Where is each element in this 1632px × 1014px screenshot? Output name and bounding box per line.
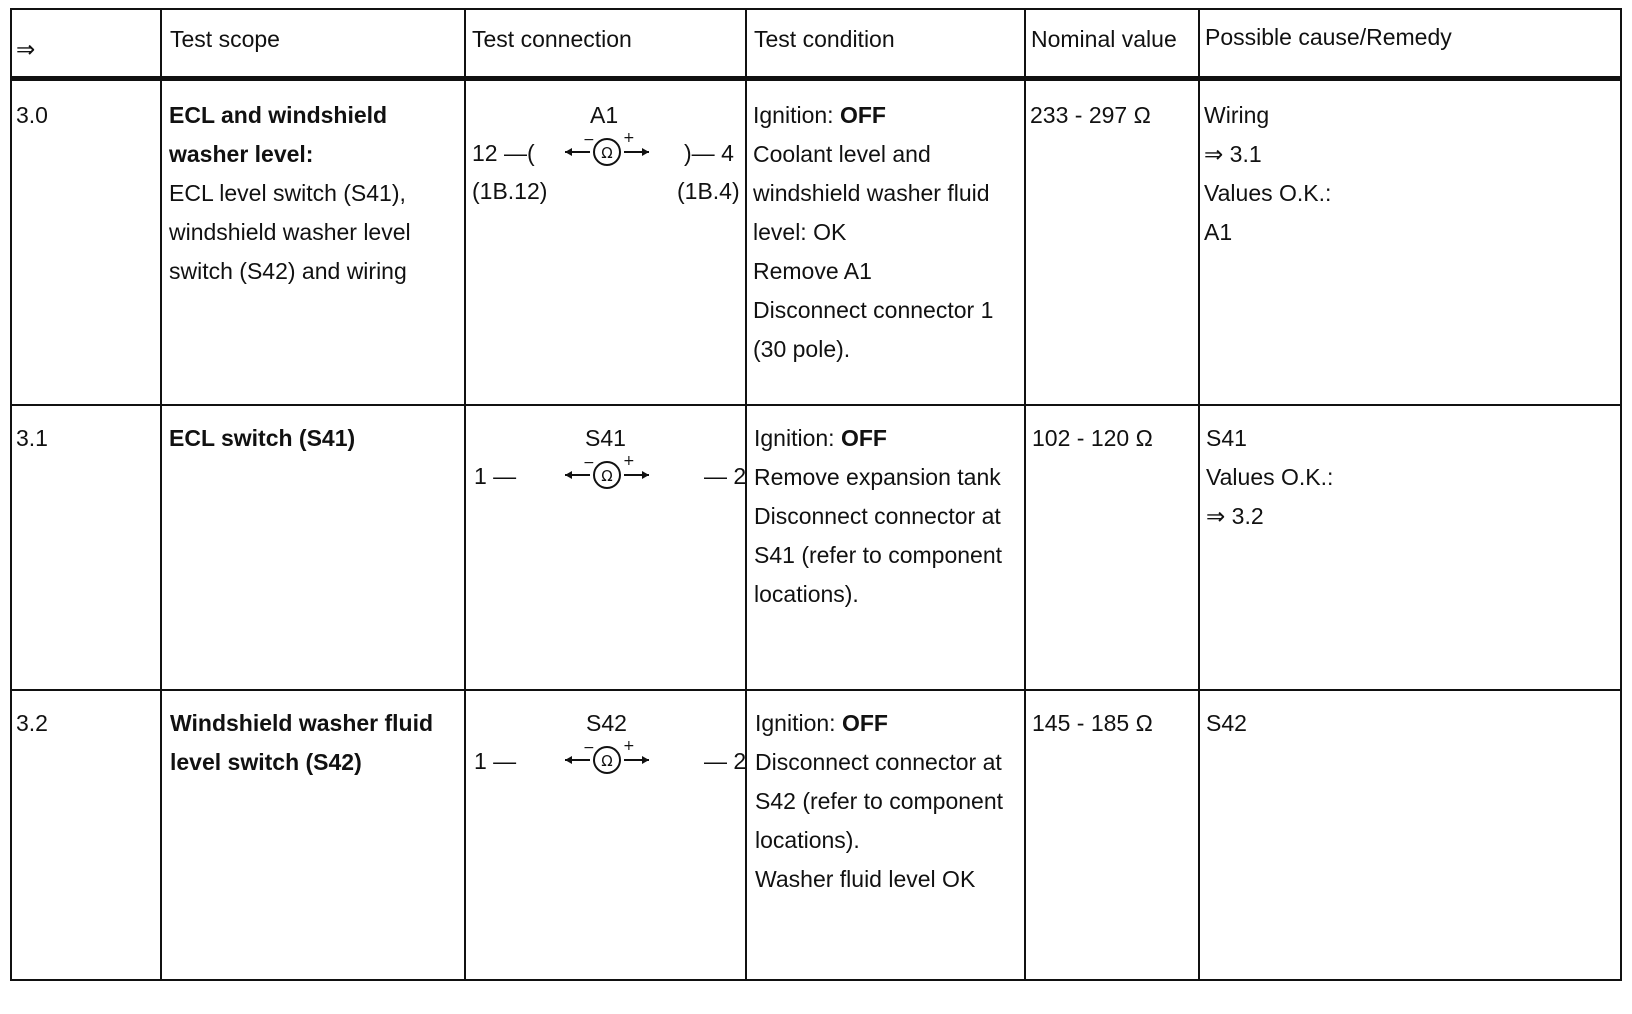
svg-text:+: + (623, 455, 635, 469)
condition-ignition-state: OFF (840, 425, 887, 451)
test-table (10, 8, 1622, 981)
svg-text:−: − (583, 132, 595, 148)
column-divider (1024, 10, 1026, 979)
row-nominal: 145 - 185 Ω (1032, 710, 1153, 736)
row-nominal: 233 - 297 Ω (1030, 102, 1151, 128)
scope-text: ECL level switch (S41), windshield washer level switch (S42) and wiring (169, 180, 411, 284)
condition-prefix: Ignition: (755, 710, 842, 736)
ohmmeter-icon (557, 455, 657, 495)
row-step: 3.1 (16, 425, 48, 451)
row-scope (169, 96, 459, 291)
condition-ignition-state: OFF (839, 102, 886, 128)
row-condition (754, 419, 1022, 614)
row-remedy: Wiring ⇒ 3.1 Values O.K.: A1 (1204, 102, 1332, 245)
pin-left-label: 1 (474, 463, 487, 489)
scope-title: ECL switch (S41) (169, 425, 356, 451)
ohmmeter-icon (557, 132, 657, 172)
column-divider (464, 10, 466, 979)
ohmmeter-icon (557, 740, 657, 780)
pin-right: — 2 (704, 463, 747, 489)
pin-right: )— 4 (684, 140, 734, 166)
svg-text:−: − (583, 740, 595, 756)
pin-right-label: 4 (721, 140, 734, 166)
condition-prefix: Ignition: (753, 102, 840, 128)
row-divider (12, 404, 1620, 406)
header-remedy: Possible cause/Remedy (1205, 24, 1452, 50)
condition-ignition-state: OFF (841, 710, 888, 736)
row-remedy: S41 Values O.K.: ⇒ 3.2 (1206, 425, 1334, 529)
svg-text:−: − (583, 455, 595, 471)
component-label: A1 (590, 102, 619, 128)
row-remedy: S42 (1206, 710, 1247, 736)
header-divider (12, 76, 1620, 81)
column-divider (160, 10, 162, 979)
row-divider (12, 689, 1620, 691)
pin-left: 1 — (474, 748, 517, 774)
pin-right-label: 2 (733, 748, 747, 774)
header-nominal-value: Nominal value (1031, 26, 1177, 52)
pin-right-label: 2 (733, 463, 747, 489)
row-nominal: 102 - 120 Ω (1032, 425, 1153, 451)
header-test-connection: Test connection (472, 26, 632, 52)
row-step: 3.0 (16, 102, 48, 128)
row-condition (753, 96, 1021, 369)
svg-text:+: + (623, 132, 635, 146)
condition-prefix: Ignition: (754, 425, 841, 451)
pin-left-label: 12 (472, 140, 498, 166)
pin-right-sub: (1B.4) (677, 178, 740, 204)
component-label: S42 (586, 710, 627, 736)
pin-left: 12 —( (472, 140, 535, 166)
header-arrow: ⇒ (16, 36, 36, 62)
condition-text: Remove expansion tank Disconnect connector at S41 (refer to component locations). (754, 464, 1003, 607)
pin-right: — 2 (704, 748, 747, 774)
header-test-scope: Test scope (170, 26, 280, 52)
scope-title: ECL and windshield washer level: (169, 102, 388, 167)
pin-left-sub: (1B.12) (472, 178, 548, 204)
condition-text: Disconnect connector at S42 (refer to component locations). Washer fluid level OK (755, 749, 1004, 892)
svg-text:Ω: Ω (601, 144, 613, 162)
svg-text:Ω: Ω (601, 752, 613, 770)
condition-text: Coolant level and windshield washer fluid level: OK Remove A1 Disconnect connector 1 (30 pole). (753, 141, 994, 362)
pin-left: 1 — (474, 463, 517, 489)
row-step: 3.2 (16, 710, 48, 736)
scope-title: Windshield washer fluid level switch (S42) (170, 710, 434, 775)
column-divider (1198, 10, 1200, 979)
pin-left-label: 1 (474, 748, 487, 774)
svg-text:+: + (623, 740, 635, 754)
header-test-condition: Test condition (754, 26, 895, 52)
row-condition (755, 704, 1023, 899)
svg-text:Ω: Ω (601, 467, 613, 485)
component-label: S41 (585, 425, 626, 451)
